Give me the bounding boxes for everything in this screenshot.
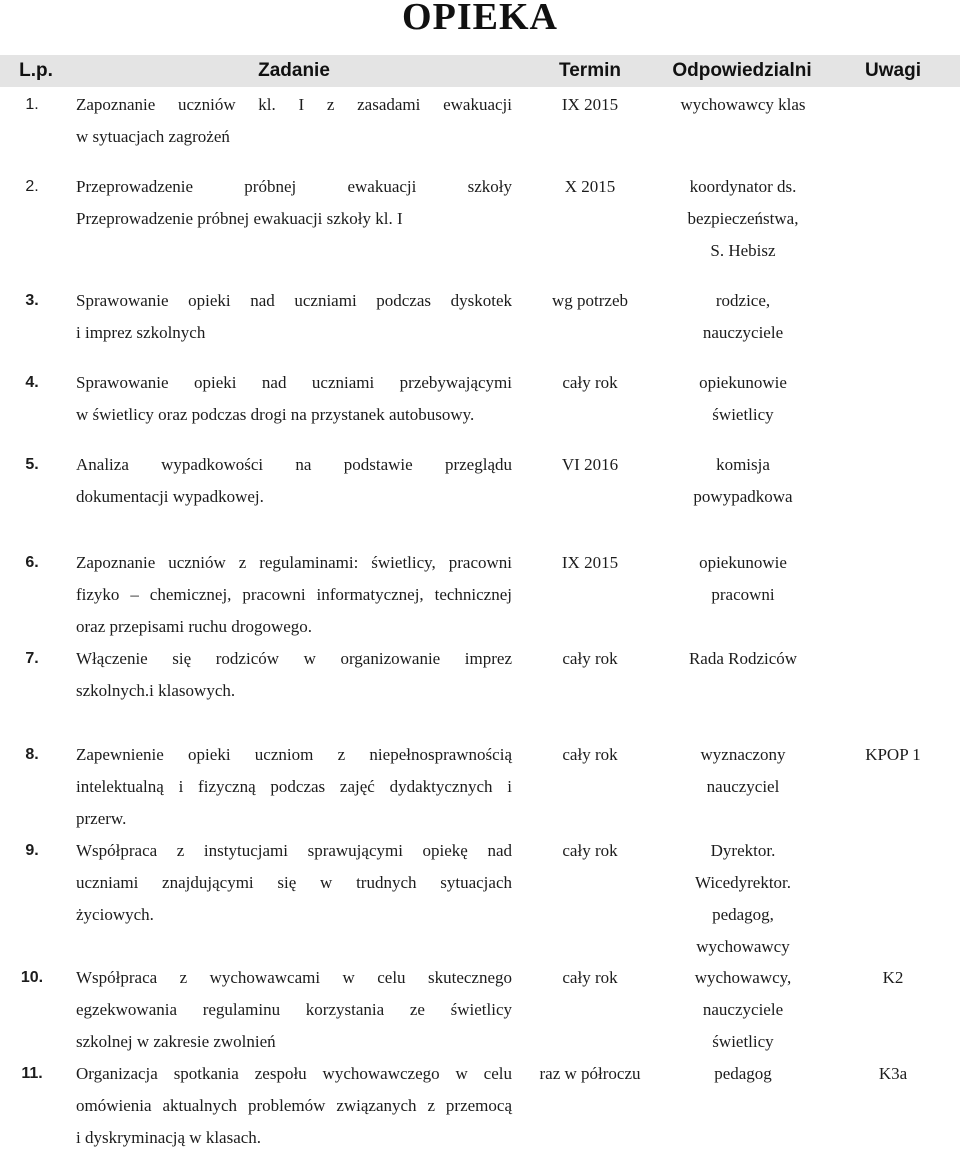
term-text-line: cały rok xyxy=(562,841,618,860)
task-text-line: i imprez szkolnych xyxy=(76,323,206,342)
responsible-text-line: wychowawcy xyxy=(696,937,790,956)
responsible-text-line: rodzice, xyxy=(715,291,771,310)
responsible-text-line: świetlicy xyxy=(712,1032,774,1051)
row-number: 9. xyxy=(25,842,39,859)
responsible-text-line: Dyrektor. xyxy=(710,841,776,860)
task-text xyxy=(76,962,512,1058)
responsible-text-line: koordynator ds. xyxy=(689,177,797,196)
responsible-text xyxy=(668,962,818,1058)
header-lp: L.p. xyxy=(19,60,53,81)
responsible-text-line: nauczyciele xyxy=(702,323,784,342)
responsible-text xyxy=(668,835,818,963)
term-text xyxy=(520,89,660,121)
task-text-line: i dyskryminacją w klasach. xyxy=(76,1128,262,1147)
row-number: 4. xyxy=(25,374,39,391)
responsible-text xyxy=(668,449,818,513)
term-text xyxy=(520,547,660,579)
responsible-text-line: wyznaczony xyxy=(700,745,786,764)
responsible-text xyxy=(668,285,818,349)
term-text xyxy=(520,835,660,867)
term-text xyxy=(520,171,660,203)
row-number: 7. xyxy=(25,650,39,667)
header-resp: Odpowiedzialni xyxy=(672,60,812,81)
responsible-text xyxy=(668,89,818,121)
task-text xyxy=(76,171,512,235)
row-number: 5. xyxy=(25,456,39,473)
responsible-text-line: Wicedyrektor. xyxy=(694,873,792,892)
task-text-line: Sprawowanie opieki nad uczniami przebywającymi xyxy=(76,373,512,392)
term-text-line: cały rok xyxy=(562,968,618,987)
term-text xyxy=(520,739,660,771)
task-text-line: fizyko – chemicznej, pracowni informatycznej, technicznej xyxy=(76,585,512,604)
task-text-line: przerw. xyxy=(76,809,127,828)
task-text xyxy=(76,367,512,431)
task-text-line: szkolnych.i klasowych. xyxy=(76,681,236,700)
task-text-line: Współpraca z instytucjami sprawującymi opiekę nad xyxy=(76,841,512,860)
responsible-text-line: wychowawcy, xyxy=(694,968,792,987)
task-text-line: dokumentacji wypadkowej. xyxy=(76,487,264,506)
responsible-text-line: pedagog xyxy=(714,1064,772,1083)
row-number: 8. xyxy=(25,746,39,763)
row-number: 3. xyxy=(25,292,39,309)
row-number: 6. xyxy=(25,554,39,571)
responsible-text xyxy=(668,367,818,431)
task-text-line: Przeprowadzenie próbnej ewakuacji szkoły kl. I xyxy=(76,209,403,228)
responsible-text xyxy=(668,643,818,675)
responsible-text xyxy=(668,739,818,803)
table-header xyxy=(0,55,960,87)
task-text-line: życiowych. xyxy=(76,905,154,924)
task-text-line: Zapewnienie opieki uczniom z niepełnosprawnością xyxy=(76,745,512,764)
term-text xyxy=(520,962,660,994)
task-text-line: Współpraca z wychowawcami w celu skutecznego xyxy=(76,968,512,987)
task-text-line: w sytuacjach zagrożeń xyxy=(76,127,230,146)
responsible-text-line: opiekunowie xyxy=(699,553,787,572)
term-text-line: cały rok xyxy=(562,649,618,668)
responsible-text xyxy=(668,547,818,611)
task-text-line: Analiza wypadkowości na podstawie przeglądu xyxy=(76,455,512,474)
task-text xyxy=(76,835,512,931)
term-text xyxy=(520,1058,660,1090)
note-text-line: KPOP 1 xyxy=(865,745,921,764)
task-text-line: Włączenie się rodziców w organizowanie imprez xyxy=(76,649,512,668)
note-text-line: K2 xyxy=(882,968,904,987)
term-text xyxy=(520,285,660,317)
row-number: 11. xyxy=(21,1065,43,1082)
task-text-line: egzekwowania regulaminu korzystania ze świetlicy xyxy=(76,1000,512,1019)
task-text xyxy=(76,285,512,349)
responsible-text-line: opiekunowie xyxy=(699,373,787,392)
term-text-line: VI 2016 xyxy=(561,455,619,474)
task-text-line: w świetlicy oraz podczas drogi na przystanek autobusowy. xyxy=(76,405,475,424)
task-text-line: Sprawowanie opieki nad uczniami podczas dyskotek xyxy=(76,291,512,310)
responsible-text-line: bezpieczeństwa, xyxy=(687,209,799,228)
term-text-line: IX 2015 xyxy=(561,553,619,572)
responsible-text xyxy=(668,1058,818,1090)
term-text-line: wg potrzeb xyxy=(551,291,628,310)
task-text xyxy=(76,89,512,153)
note-text xyxy=(826,739,960,771)
responsible-text-line: powypadkowa xyxy=(693,487,793,506)
responsible-text-line: pedagog, xyxy=(712,905,774,924)
header-note: Uwagi xyxy=(865,60,921,81)
task-text-line: intelektualną i fizyczną podczas zajęć dydaktycznych i xyxy=(76,777,512,796)
responsible-text-line: nauczyciele xyxy=(702,1000,784,1019)
term-text-line: raz w półroczu xyxy=(539,1064,641,1083)
task-text-line: Przeprowadzenie próbnej ewakuacji szkoły xyxy=(76,177,512,196)
page-title: OPIEKA xyxy=(402,0,558,38)
responsible-text xyxy=(668,171,818,267)
term-text xyxy=(520,367,660,399)
task-text-line: szkolnej w zakresie zwolnień xyxy=(76,1032,276,1051)
task-text-line: uczniami znajdującymi się w trudnych sytuacjach xyxy=(76,873,512,892)
term-text-line: cały rok xyxy=(562,745,618,764)
term-text-line: IX 2015 xyxy=(561,95,619,114)
row-number: 10. xyxy=(20,969,44,986)
responsible-text-line: pracowni xyxy=(711,585,775,604)
responsible-text-line: wychowawcy klas xyxy=(680,95,806,114)
term-text xyxy=(520,449,660,481)
note-text xyxy=(826,962,960,994)
task-text xyxy=(76,1058,512,1154)
responsible-text-line: Rada Rodziców xyxy=(688,649,798,668)
task-text-line: Organizacja spotkania zespołu wychowawczego w celu xyxy=(76,1064,512,1083)
responsible-text-line: komisja xyxy=(716,455,770,474)
task-text-line: omówienia aktualnych problemów związanych z przemocą xyxy=(76,1096,512,1115)
note-text-line: K3a xyxy=(878,1064,908,1083)
task-text xyxy=(76,449,512,513)
note-text xyxy=(826,1058,960,1090)
responsible-text-line: S. Hebisz xyxy=(710,241,776,260)
term-text-line: X 2015 xyxy=(564,177,616,196)
task-text xyxy=(76,739,512,835)
term-text-line: cały rok xyxy=(562,373,618,392)
row-number: 2. xyxy=(25,178,39,195)
header-task: Zadanie xyxy=(258,60,330,81)
task-text-line: oraz przepisami ruchu drogowego. xyxy=(76,617,313,636)
header-term: Termin xyxy=(559,60,621,81)
task-text xyxy=(76,643,512,707)
row-number: 1. xyxy=(25,96,39,113)
task-text-line: Zapoznanie uczniów z regulaminami: świetlicy, pracowni xyxy=(76,553,512,572)
term-text xyxy=(520,643,660,675)
responsible-text-line: nauczyciel xyxy=(706,777,780,796)
task-text xyxy=(76,547,512,643)
responsible-text-line: świetlicy xyxy=(712,405,774,424)
task-text-line: Zapoznanie uczniów kl. I z zasadami ewakuacji xyxy=(76,95,512,114)
